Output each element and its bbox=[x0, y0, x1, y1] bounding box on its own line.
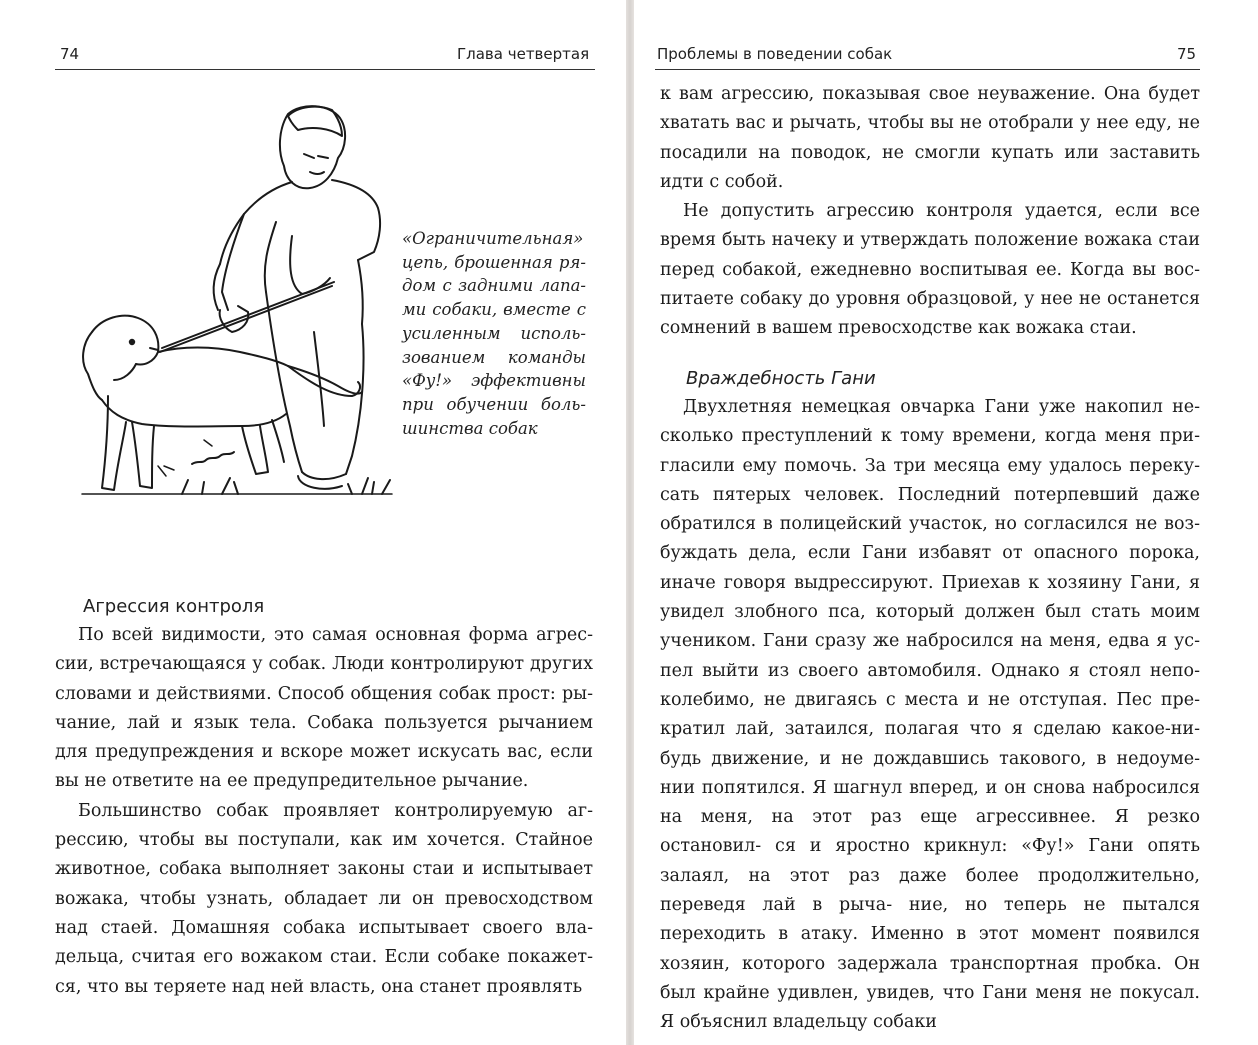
left-body-text bbox=[55, 621, 593, 1002]
right-body-text-top bbox=[660, 80, 1200, 344]
paragraph: Большинство собак проявляет контролируемую аг- рессию, чтобы вы поступали, как им хочется. Стайное животное, собака выполняет законы стаи и испытывает вожака, чтобы узнать, обладает ли он превосходством над стаей. Домашняя собака испытывает своего вла- дельца, считая его вожаком стаи. Если собаке покажет- ся, что вы теряете над ней власть, она станет проявлять bbox=[55, 800, 593, 997]
page-number: 74 bbox=[60, 45, 80, 63]
right-page bbox=[634, 0, 1258, 1045]
left-page bbox=[0, 0, 626, 1045]
section-heading-gani: Враждебность Гани bbox=[686, 368, 876, 389]
right-body-text-bottom bbox=[660, 393, 1200, 1038]
paragraph: По всей видимости, это самая основная форма агрес- сии, встречающаяся у собак. Люди контролируют других словами и действиями. Способ общения собак прост: ры- чание, лай и язык тела. Собака пользуется рычанием для предупреждения и вскоре может искусать вас, если вы не ответите на ее предупредительное рычание. bbox=[55, 625, 593, 792]
paragraph: Не допустить агрессию контроля удается, если все время быть начеку и утверждать положение вожака стаи перед собакой, ежедневно воспитывая ее. Когда вы вос- питаете собаку до уровня образцовой, у нее не останется сомнений в вашем превосходстве как вожака стаи. bbox=[660, 201, 1200, 339]
running-head: Проблемы в поведении собак bbox=[657, 45, 893, 63]
paragraph: к вам агрессию, показывая свое неуважение. Она будет хватать вас и рычать, чтобы вы не отобрали у нее еду, не посадили на поводок, не смогли купать или заставить идти с собой. bbox=[660, 84, 1200, 192]
running-head: Глава четвертая bbox=[457, 45, 590, 63]
header-rule bbox=[55, 69, 595, 70]
book-gutter bbox=[626, 0, 634, 1045]
paragraph: Двухлетняя немецкая овчарка Гани уже накопил не- сколько преступлений к тому времени, когда меня при- гласили ему помочь. За три месяца ему удалось переку- сать пятерых человек. Последний потерпевший даже обратился в полицейский участок, но согласился не воз- буждать дела, если Гани избавят от опасного порока, иначе говоря выдрессируют. Приехав к хозяину Гани, я увидел злобного пса, который должен был стать моим учеником. Гани сразу же набросился на меня, едва я ус- пел выйти из своего автомобиля. Однако я стоял непо- колебимо, не двигаясь с места и не отступая. Пес пре- кратил лай, затаился, полагая что я сделаю какое-ни- будь движение, и не дождавшись такового, в недоуме- нии попятился. Я шагнул вперед, и он снова набросился на меня, на этот раз еще агрессивнее. Я резко остановил- ся и яростно крикнул: «Фу!» Гани опять залаял, на этот раз даже более продолжительно, переведя лай в рыча- ние, но теперь не пытался переходить в атаку. Именно в этот момент появился хозяин, которого задержала транспортная пробка. Он был крайне удивлен, увидев, что Гани меня не покусал. Я объяснил владельцу собаки bbox=[660, 397, 1200, 1033]
header-rule bbox=[655, 69, 1200, 70]
section-heading-control-aggression: Агрессия контроля bbox=[83, 596, 265, 617]
page-number: 75 bbox=[1177, 45, 1197, 63]
man-with-dog-on-leash-illustration bbox=[62, 96, 402, 514]
illustration-caption: «Ограничительная» цепь, брошенная ря- дом с задними лапа- ми собаки, вместе с усиленным исполь- зованием команды «Фу!» эффективны при обучении боль- шинства собак bbox=[402, 229, 586, 438]
